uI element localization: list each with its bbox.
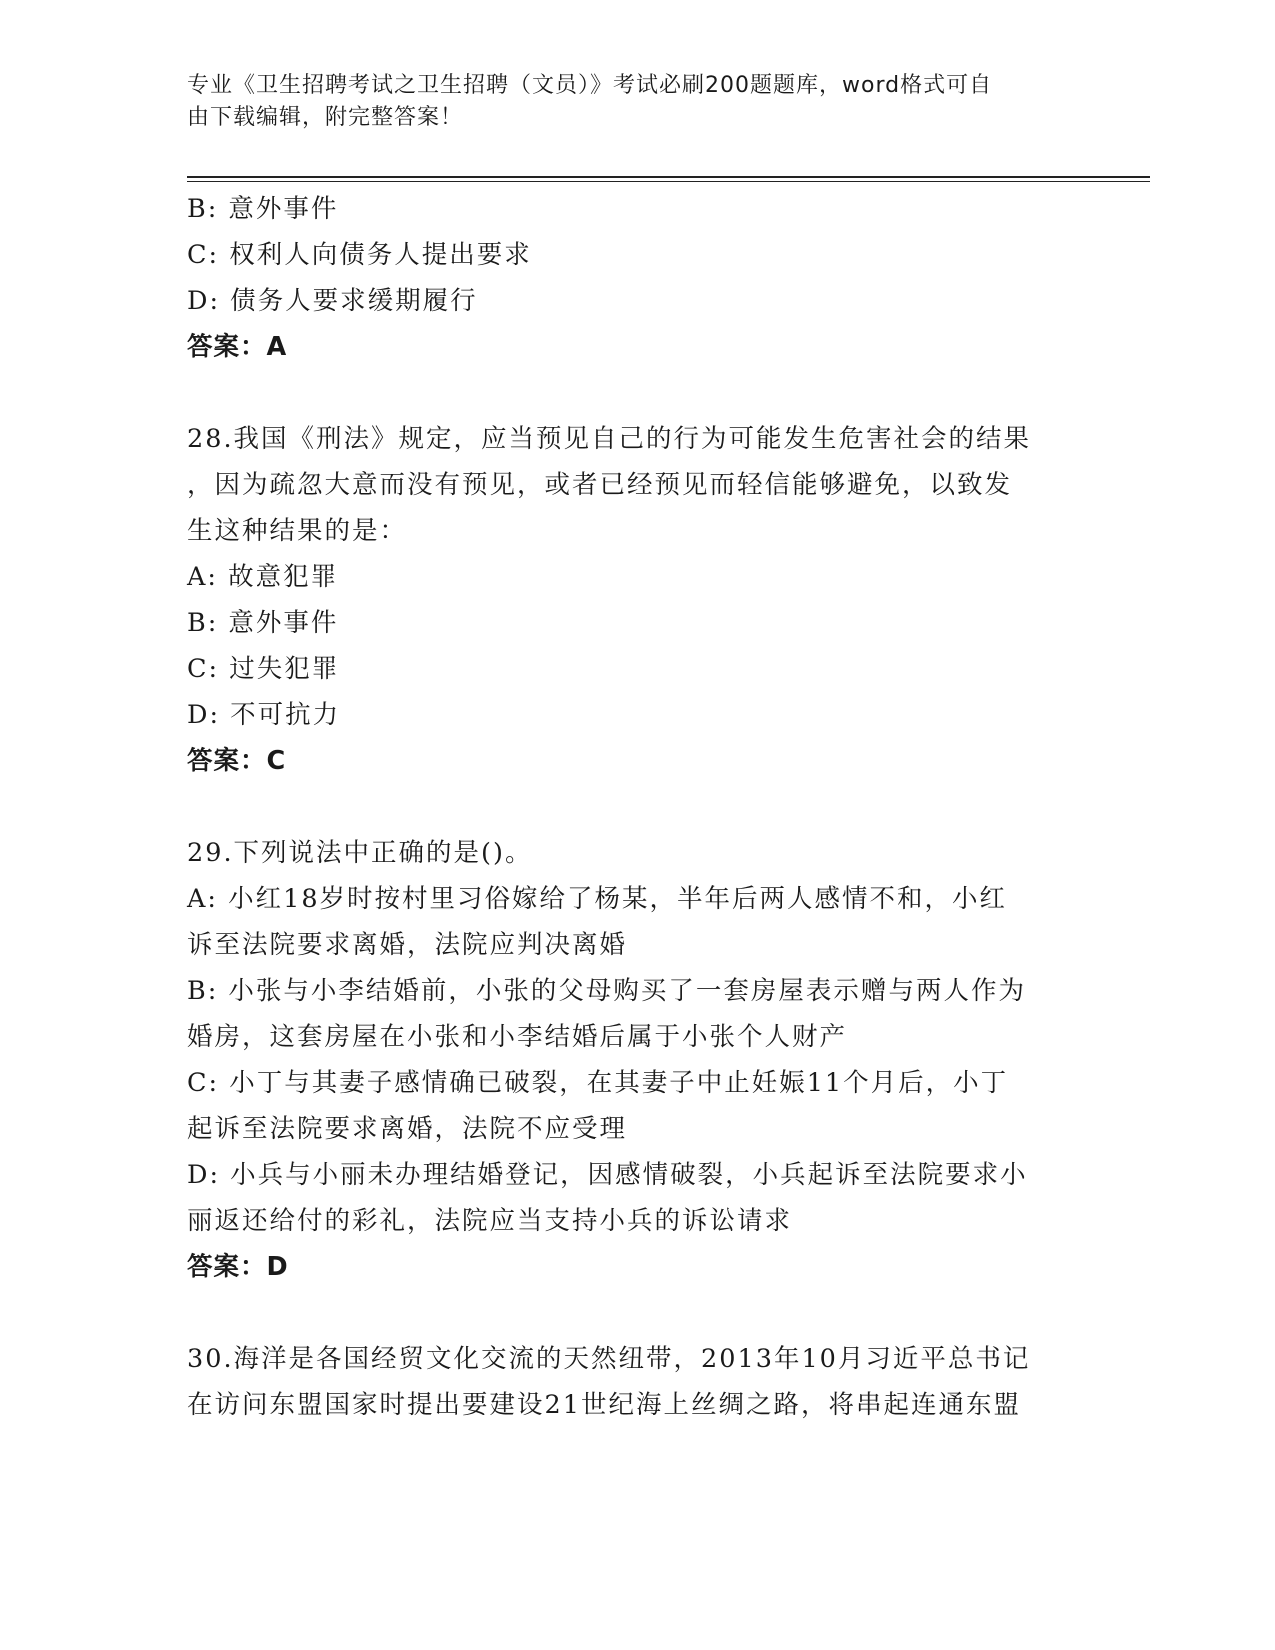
header-line-2: 由下载编辑，附完整答案！ [187,105,464,130]
spacer [187,784,1087,830]
answer-line: 答案：C [187,746,287,776]
question-28 [187,416,1087,784]
question-list [187,186,1087,1428]
option-c-continued: 起诉至法院要求离婚，法院不应受理 [187,1114,628,1144]
option-c: C: 权利人向债务人提出要求 [187,240,532,270]
option-b-continued: 婚房，这套房屋在小张和小李结婚后属于小张个人财产 [187,1022,848,1052]
option-d: D: 不可抗力 [187,700,341,730]
option-d: D: 小兵与小丽未办理结婚登记，因感情破裂，小兵起诉至法院要求小 [187,1160,1028,1190]
answer-line: 答案：D [187,1252,289,1282]
page-header [187,70,1067,134]
question-27-continued [187,186,1087,370]
option-a: A: 故意犯罪 [187,562,339,592]
spacer [187,370,1087,416]
option-d: D: 债务人要求缓期履行 [187,286,478,316]
option-b: B: 意外事件 [187,194,339,224]
header-divider [187,176,1150,182]
option-a-continued: 诉至法院要求离婚，法院应判决离婚 [187,930,628,960]
option-d-continued: 丽返还给付的彩礼，法院应当支持小兵的诉讼请求 [187,1206,793,1236]
answer-line: 答案：A [187,332,288,362]
option-a: A: 小红18岁时按村里习俗嫁给了杨某，半年后两人感情不和，小红 [187,884,1008,914]
question-stem-line: 28.我国《刑法》规定，应当预见自己的行为可能发生危害社会的结果 [187,424,1032,454]
question-stem-line: 在访问东盟国家时提出要建设21世纪海上丝绸之路，将串起连通东盟 [187,1390,1021,1420]
option-c: C: 过失犯罪 [187,654,340,684]
option-c: C: 小丁与其妻子感情确已破裂，在其妻子中止妊娠11个月后，小丁 [187,1068,1009,1098]
question-stem-line: 29.下列说法中正确的是()。 [187,838,533,868]
question-29 [187,830,1087,1290]
option-b: B: 意外事件 [187,608,339,638]
header-line-1: 专业《卫生招聘考试之卫生招聘（文员）》考试必刷200题题库，word格式可自 [187,73,993,98]
question-stem-line: 30.海洋是各国经贸文化交流的天然纽带，2013年10月习近平总书记 [187,1344,1031,1374]
question-stem-line: ，因为疏忽大意而没有预见，或者已经预见而轻信能够避免，以致发 [187,470,1013,500]
spacer [187,1290,1087,1336]
option-b: B: 小张与小李结婚前，小张的父母购买了一套房屋表示赠与两人作为 [187,976,1026,1006]
question-stem-line: 生这种结果的是： [187,516,408,546]
question-30 [187,1336,1087,1428]
